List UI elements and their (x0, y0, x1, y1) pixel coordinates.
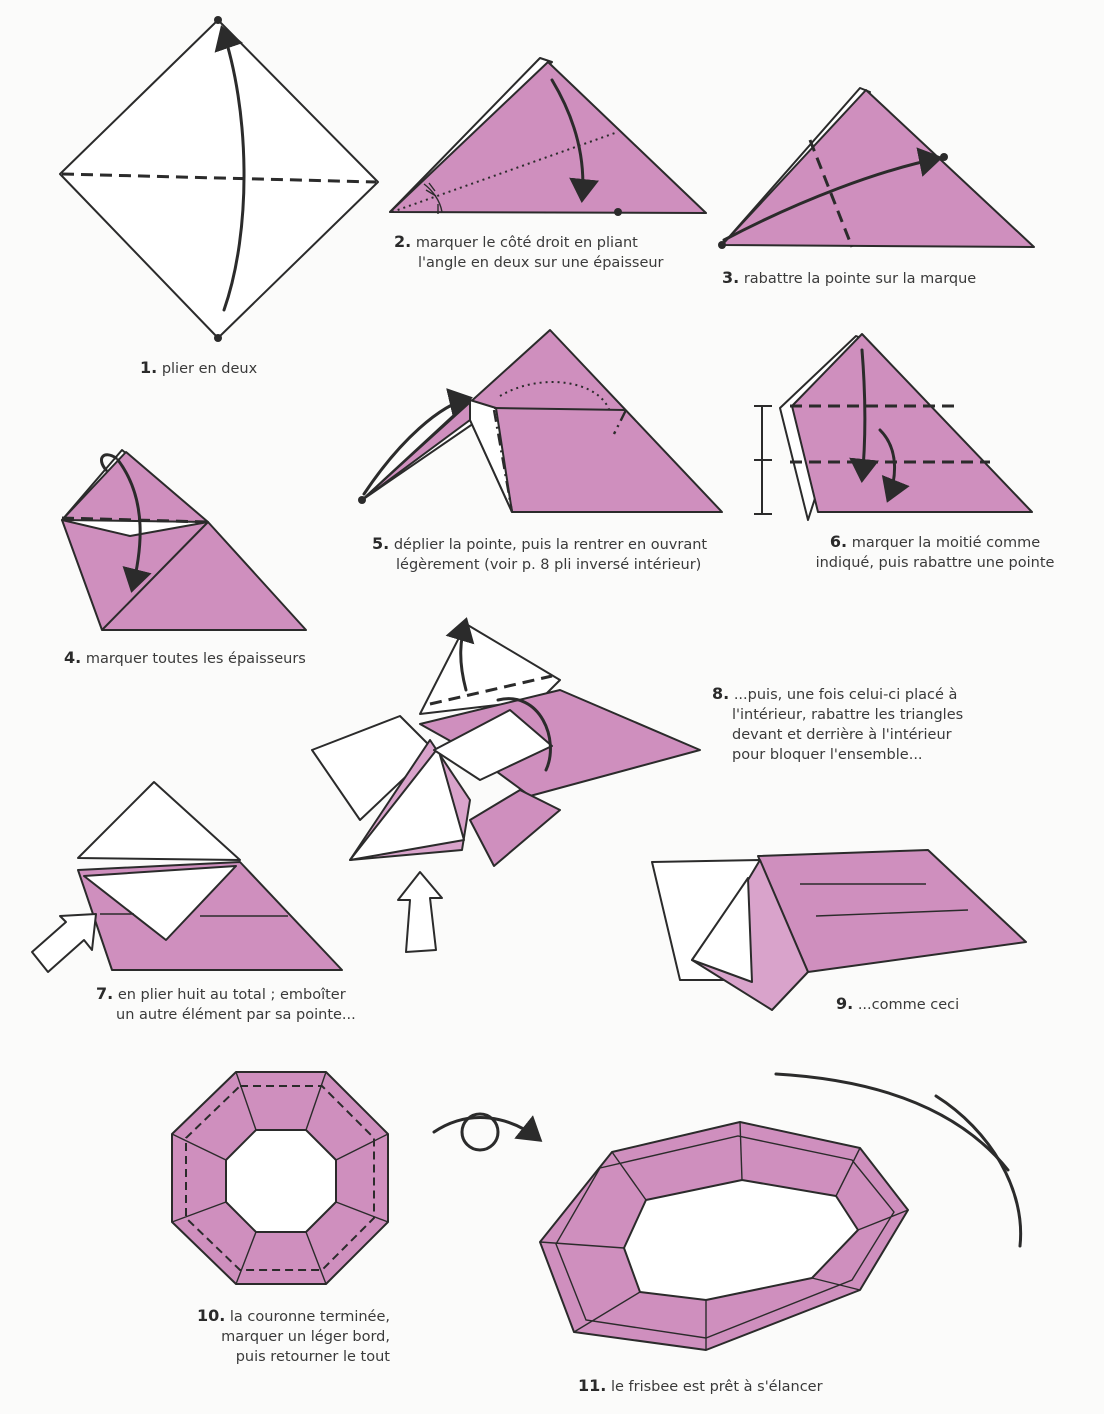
turn-over-icon (434, 1114, 540, 1150)
step-text: légèrement (voir p. 8 pli inversé intérieur) (396, 557, 702, 573)
step-number: 10. (196, 1306, 226, 1325)
step-text: le frisbee est prêt à s'élancer (610, 1379, 823, 1395)
step-8-caption (712, 684, 963, 765)
step-11-figure (540, 1074, 1021, 1350)
step-text: un autre élément par sa pointe... (116, 1007, 356, 1023)
step-text: rabattre la pointe sur la marque (743, 271, 977, 287)
step-number: 2. (394, 232, 412, 251)
step-text: en plier huit au total ; emboîter (117, 987, 346, 1003)
step-text: marquer le côté droit en pliant (415, 235, 638, 251)
step-8-figure (312, 620, 700, 952)
step-text: l'angle en deux sur une épaisseur (418, 255, 664, 271)
step-11-caption (578, 1376, 823, 1397)
step-text: l'intérieur, rabattre les triangles (732, 707, 964, 723)
step-text: marquer toutes les épaisseurs (85, 651, 306, 667)
step-10-caption (120, 1306, 390, 1367)
step-7-figure (32, 782, 342, 972)
step-number: 11. (578, 1376, 607, 1395)
step-number: 3. (722, 268, 740, 287)
step-3-caption (722, 268, 976, 289)
step-text: la couronne terminée, (229, 1309, 390, 1325)
step-2-caption (394, 232, 664, 273)
step-1-figure (60, 16, 378, 342)
step-text: marquer un léger bord, (221, 1329, 390, 1345)
step-3-figure (718, 88, 1034, 249)
step-text: puis retourner le tout (235, 1349, 390, 1365)
step-text: indiqué, puis rabattre une pointe (815, 555, 1055, 571)
step-number: 5. (372, 534, 390, 553)
step-text: plier en deux (161, 361, 258, 377)
step-text: devant et derrière à l'intérieur (732, 727, 952, 743)
step-number: 4. (64, 648, 82, 667)
step-5-figure (358, 330, 722, 512)
step-10-figure (172, 1072, 388, 1284)
step-6-figure (754, 334, 1032, 520)
step-text: ...comme ceci (857, 997, 960, 1013)
step-number: 1. (140, 358, 158, 377)
step-number: 7. (96, 984, 114, 1003)
step-9-figure (652, 850, 1026, 1010)
step-number: 9. (836, 994, 854, 1013)
step-7-caption (96, 984, 356, 1025)
step-4-figure (62, 450, 306, 630)
step-9-caption (836, 994, 959, 1015)
step-4-caption (64, 648, 306, 669)
step-5-caption (372, 534, 707, 575)
step-text: pour bloquer l'ensemble... (732, 747, 923, 763)
step-number: 6. (829, 532, 848, 551)
step-1-caption (140, 358, 257, 379)
step-number: 8. (712, 684, 730, 703)
step-text: déplier la pointe, puis la rentrer en ouvrant (393, 537, 708, 553)
step-text: ...puis, une fois celui-ci placé à (733, 687, 958, 703)
step-text: marquer la moitié comme (851, 535, 1041, 551)
step-2-figure (390, 58, 706, 216)
step-6-caption (800, 532, 1070, 573)
